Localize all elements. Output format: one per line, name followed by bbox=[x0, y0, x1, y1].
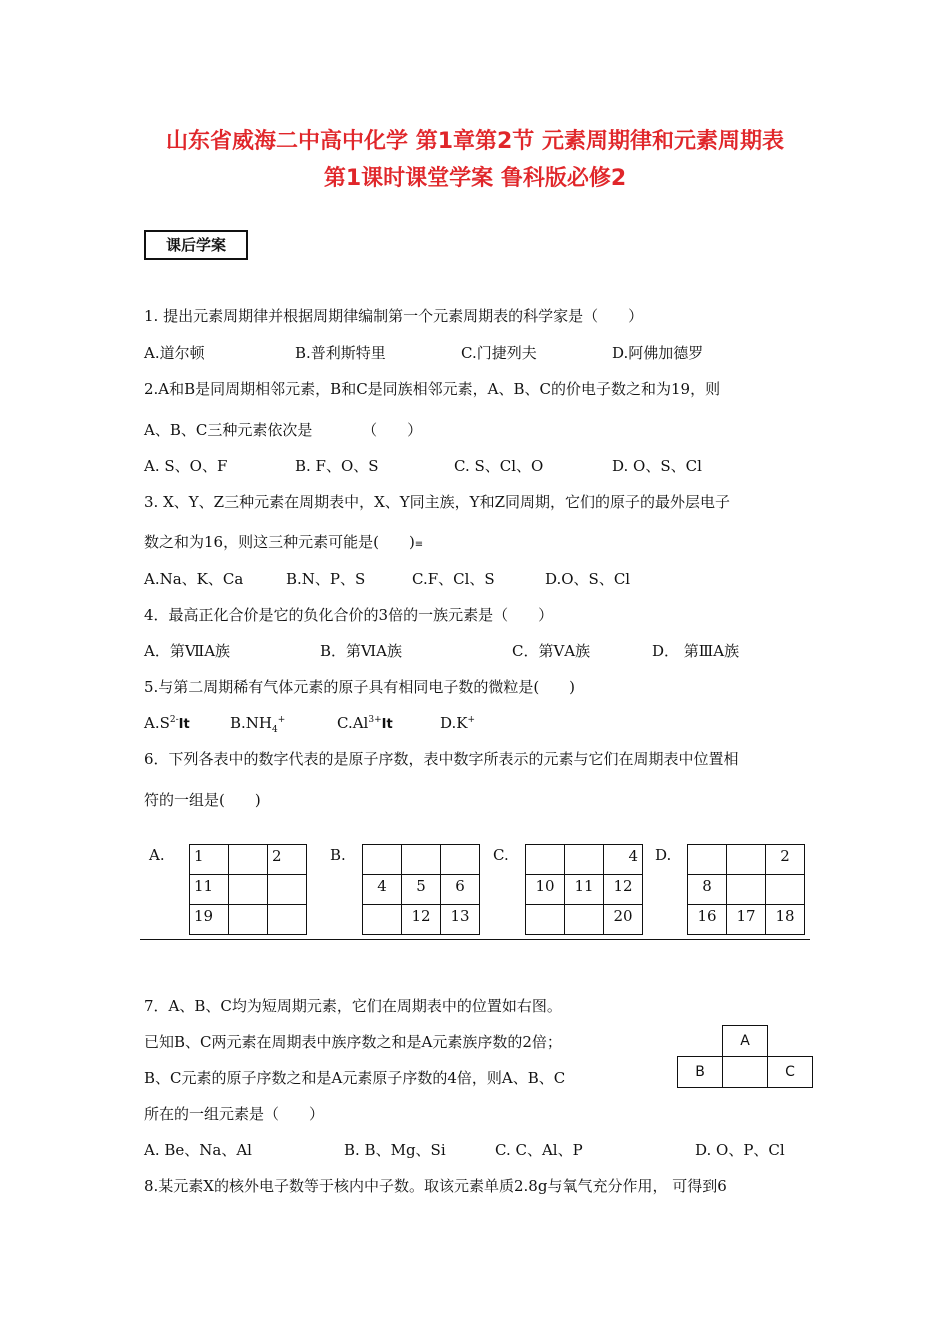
q6-stem-line-1: 6．下列各表中的数字代表的是原子序数，表中数字所表示的元素与它们在周期表中位置相 bbox=[144, 750, 739, 768]
q7-stem-line-1: 7．A、B、C均为短周期元素，它们在周期表中的位置如右图。 bbox=[144, 997, 562, 1015]
q7-stem-line-2: 已知B、C两元素在周期表中族序数之和是A元素族序数的2倍； bbox=[144, 1033, 562, 1051]
cell-a: A bbox=[723, 1026, 768, 1057]
cell: 8 bbox=[688, 875, 727, 905]
q2-option-a: A. S、O、F bbox=[144, 457, 228, 475]
cell: 20 bbox=[604, 905, 643, 935]
q4-option-a: A．第ⅦA族 bbox=[144, 642, 231, 660]
q6-table-a bbox=[189, 844, 307, 935]
cell bbox=[229, 905, 268, 935]
cell bbox=[565, 845, 604, 875]
q5-a-sup: 2- bbox=[169, 715, 179, 725]
q5-option-a bbox=[144, 713, 190, 735]
q2-option-d: D. O、S、Cl bbox=[612, 457, 702, 475]
cell bbox=[727, 875, 766, 905]
title-line-2: 第1课时课堂学案 鲁科版必修2 bbox=[323, 166, 627, 191]
cell bbox=[363, 845, 402, 875]
q6-divider bbox=[140, 939, 810, 940]
q2-stem-line-2: A、B、C三种元素依次是 （ ） bbox=[144, 421, 423, 439]
cell bbox=[402, 845, 441, 875]
q4-option-c: C．第ⅤA族 bbox=[512, 642, 591, 660]
q5-d-base: D.K bbox=[440, 714, 468, 732]
cell bbox=[727, 845, 766, 875]
q1-option-d: D.阿佛加德罗 bbox=[612, 344, 704, 362]
q6-table-b-label: B. bbox=[330, 846, 346, 864]
cell: 2 bbox=[268, 845, 307, 875]
cell bbox=[526, 845, 565, 875]
q2-option-c: C. S、Cl、O bbox=[454, 457, 544, 475]
cell: 12 bbox=[604, 875, 643, 905]
q5-b-base: B.NH bbox=[230, 714, 272, 732]
q3-stem-line-2 bbox=[144, 532, 423, 555]
cell bbox=[268, 875, 307, 905]
cell bbox=[268, 905, 307, 935]
cell: 2 bbox=[766, 845, 805, 875]
q5-d-sup: + bbox=[467, 715, 476, 725]
cell: 18 bbox=[766, 905, 805, 935]
q4-stem: 4．最高正化合价是它的负化合价的3倍的一族元素是（ ） bbox=[144, 606, 554, 624]
q7-option-c: C. C、Al、P bbox=[495, 1141, 583, 1159]
cell: 4 bbox=[604, 845, 643, 875]
q2-option-b: B. F、O、S bbox=[295, 457, 379, 475]
cell bbox=[441, 845, 480, 875]
cell: 11 bbox=[565, 875, 604, 905]
q5-option-b bbox=[230, 713, 285, 740]
q4-option-b: B．第ⅥA族 bbox=[320, 642, 402, 660]
q5-b-sup: + bbox=[277, 715, 286, 725]
q2-stem-line-1: 2.A和B是同周期相邻元素，B和C是同族相邻元素，A、B、C的价电子数之和为19，则 bbox=[144, 380, 721, 398]
cell-c: C bbox=[768, 1057, 813, 1088]
cell bbox=[526, 905, 565, 935]
cell bbox=[678, 1026, 723, 1057]
q6-table-d bbox=[687, 844, 805, 935]
cell bbox=[688, 845, 727, 875]
cell: 4 bbox=[363, 875, 402, 905]
q7-position-figure bbox=[677, 1025, 813, 1088]
cell bbox=[363, 905, 402, 935]
q6-table-c bbox=[525, 844, 643, 935]
q5-a-mark: It bbox=[178, 717, 190, 732]
cell: 16 bbox=[688, 905, 727, 935]
q5-stem: 5.与第二周期稀有气体元素的原子具有相同电子数的微粒是( ) bbox=[144, 678, 576, 696]
q3-option-c: C.F、Cl、S bbox=[412, 570, 495, 588]
q6-table-b bbox=[362, 844, 480, 935]
q5-option-d bbox=[440, 713, 475, 733]
q3-stem-mark: ≡ bbox=[414, 539, 424, 550]
cell: 10 bbox=[526, 875, 565, 905]
q3-option-d: D.O、S、Cl bbox=[545, 570, 631, 588]
q1-stem: 1. 提出元素周期律并根据周期律编制第一个元素周期表的科学家是（ ） bbox=[144, 307, 644, 325]
q7-stem-line-3: B、C元素的原子序数之和是A元素原子序数的4倍，则A、B、C bbox=[144, 1069, 566, 1087]
cell: 19 bbox=[190, 905, 229, 935]
cell: 17 bbox=[727, 905, 766, 935]
q3-stem-line-2-text: 数之和为16，则这三种元素可能是( ) bbox=[144, 533, 415, 551]
cell bbox=[723, 1057, 768, 1088]
q6-stem-line-2: 符的一组是( ) bbox=[144, 791, 261, 809]
q5-option-c bbox=[337, 713, 393, 735]
q5-a-base: A.S bbox=[144, 714, 170, 732]
q7-option-b: B. B、Mg、Si bbox=[344, 1141, 446, 1159]
q1-option-a: A.道尔顿 bbox=[144, 344, 205, 362]
cell bbox=[229, 845, 268, 875]
q4-option-d: D． 第ⅢA族 bbox=[652, 642, 740, 660]
q7-option-a: A. Be、Na、Al bbox=[144, 1141, 252, 1159]
q3-stem-line-1: 3. X、Y、Z三种元素在周期表中，X、Y同主族，Y和Z同周期，它们的原子的最外层电子 bbox=[144, 493, 730, 511]
q7-stem-line-4: 所在的一组元素是（ ） bbox=[144, 1105, 325, 1123]
q6-table-a-label: A. bbox=[149, 846, 165, 864]
q7-option-d: D. O、P、Cl bbox=[695, 1141, 785, 1159]
cell bbox=[766, 875, 805, 905]
cell: 12 bbox=[402, 905, 441, 935]
cell: 1 bbox=[190, 845, 229, 875]
q5-c-sup: 3+ bbox=[368, 715, 382, 725]
q8-stem-line-1: 8.某元素X的核外电子数等于核内中子数。取该元素单质2.8g与氧气充分作用， 可得到6 bbox=[144, 1177, 727, 1195]
cell-b: B bbox=[678, 1057, 723, 1088]
cell: 11 bbox=[190, 875, 229, 905]
section-label: 课后学案 bbox=[144, 230, 248, 260]
q1-option-b: B.普利斯特里 bbox=[295, 344, 386, 362]
title-line-1: 山东省威海二中高中化学 第1章第2节 元素周期律和元素周期表 bbox=[166, 129, 784, 154]
q3-option-b: B.N、P、S bbox=[286, 570, 366, 588]
cell: 5 bbox=[402, 875, 441, 905]
q1-option-c: C.门捷列夫 bbox=[461, 344, 537, 362]
q6-table-d-label: D. bbox=[655, 846, 672, 864]
cell: 6 bbox=[441, 875, 480, 905]
q5-c-mark: It bbox=[381, 717, 393, 732]
cell bbox=[229, 875, 268, 905]
q5-c-base: C.Al bbox=[337, 714, 369, 732]
q5-b-sub: 4 bbox=[272, 725, 278, 735]
q6-table-c-label: C. bbox=[493, 846, 509, 864]
q3-option-a: A.Na、K、Ca bbox=[144, 570, 244, 588]
cell bbox=[565, 905, 604, 935]
cell: 13 bbox=[441, 905, 480, 935]
cell bbox=[768, 1026, 813, 1057]
